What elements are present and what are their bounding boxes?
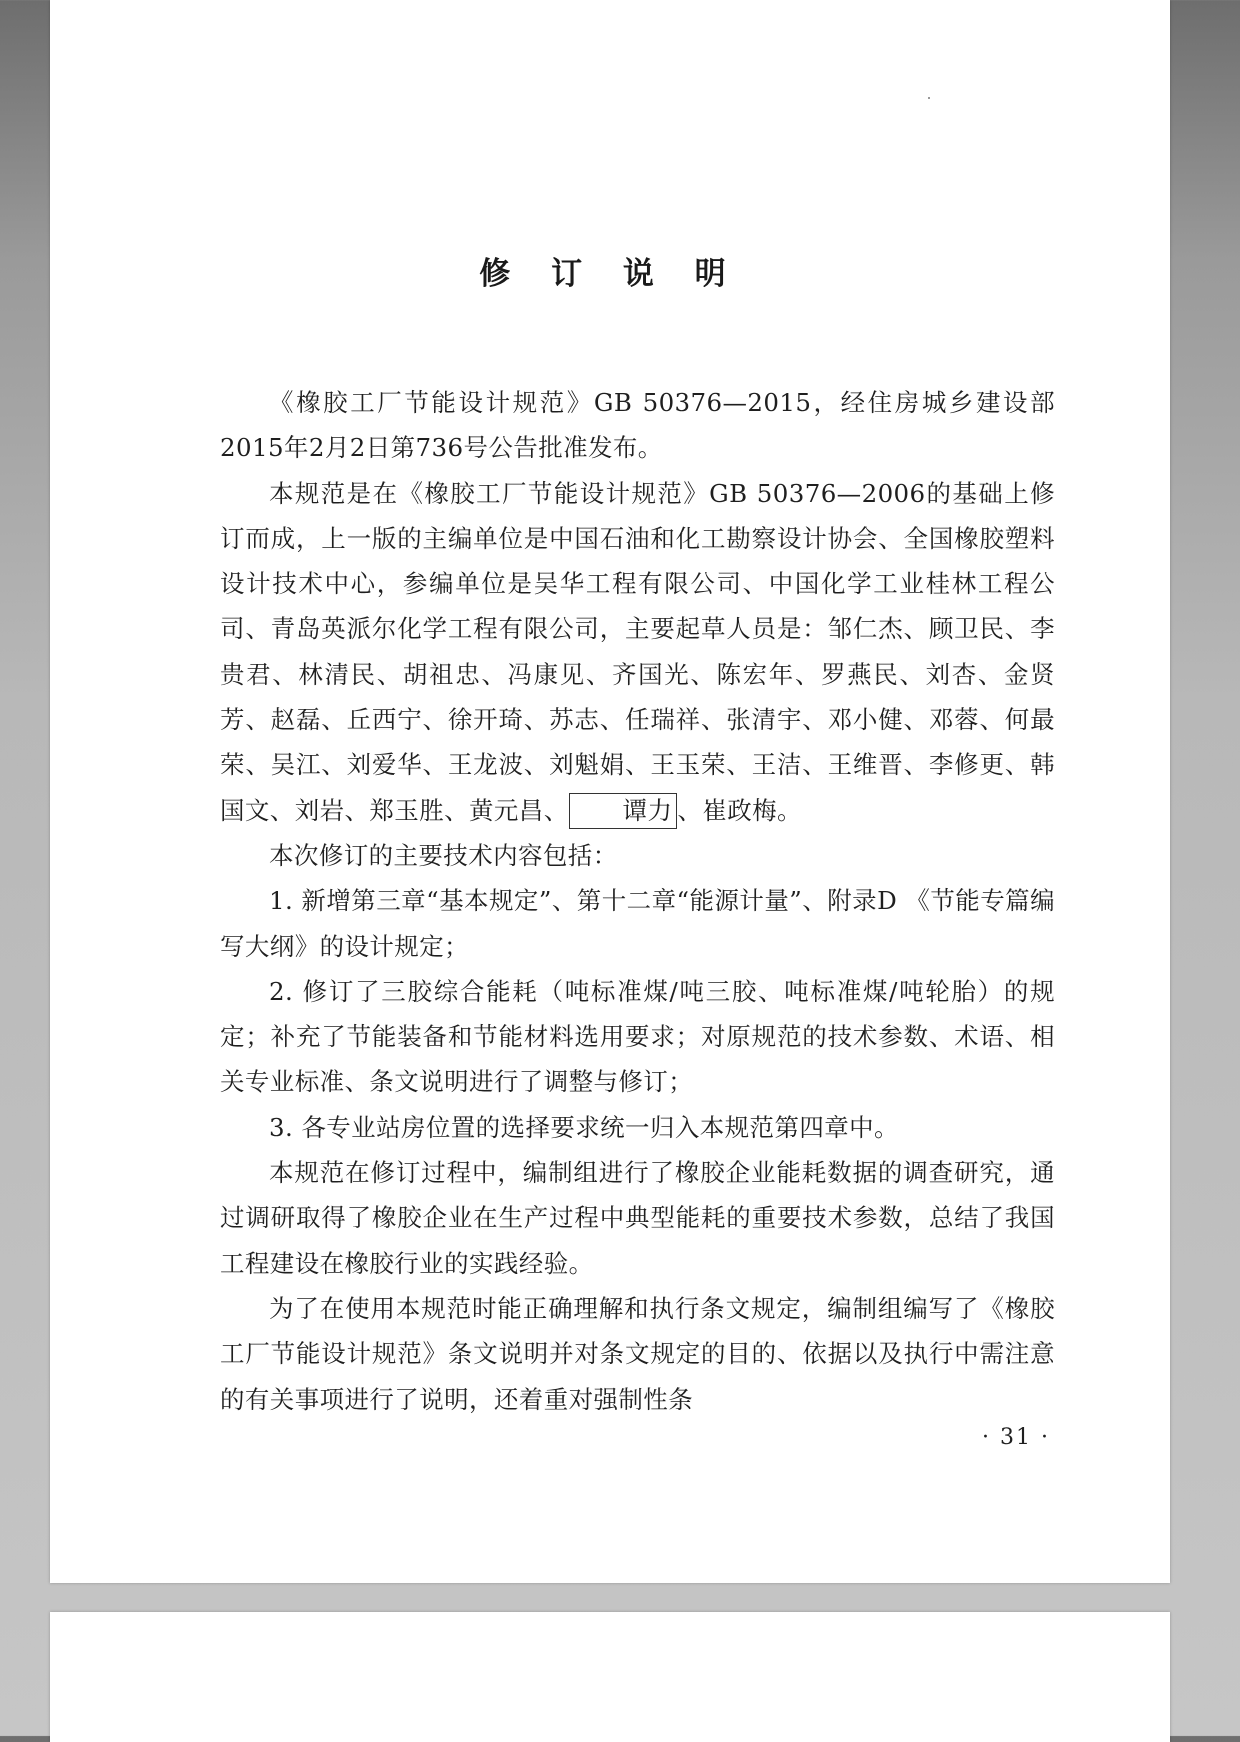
document-page: [50, 0, 1170, 1583]
paragraph-item-3: 3. 各专业站房位置的选择要求统一归入本规范第四章中。: [269, 1112, 899, 1142]
paragraph-explanation: 为了在使用本规范时能正确理解和执行条文规定，编制组编写了《橡胶工厂节能设计规范》条文说明并对条文规定的目的、依据以及执行中需注意的有关事项进行了说明，还着重对强制性条: [220, 1293, 1055, 1414]
paragraph-contents-intro: 本次修订的主要技术内容包括：: [269, 840, 618, 870]
boxed-name: 谭力: [569, 793, 678, 829]
page-title: 修 订 说 明: [479, 256, 741, 292]
history-tail: 、崔政梅。: [677, 795, 802, 825]
page-number: · 31 ·: [982, 1425, 1050, 1450]
paragraph-approval: 《橡胶工厂节能设计规范》GB 50376—2015，经住房城乡建设部2015年2月2日第736号公告批准发布。: [220, 388, 1055, 463]
body-text: [220, 380, 1055, 1422]
scan-speck: [928, 97, 930, 99]
paragraph-item-1: 1. 新增第三章“基本规定”、第十二章“能源计量”、附录D 《节能专篇编写大纲》的设计规定；: [220, 886, 1055, 961]
paragraph-history: [220, 471, 1055, 833]
next-page: [50, 1612, 1170, 1742]
paragraph-item-2: 2. 修订了三胶综合能耗（吨标准煤/吨三胶、吨标准煤/吨轮胎）的规定；补充了节能装备和节能材料选用要求；对原规范的技术参数、术语、相关专业标准、条文说明进行了调整与修订；: [220, 976, 1055, 1097]
paragraph-research: 本规范在修订过程中，编制组进行了橡胶企业能耗数据的调查研究，通过调研取得了橡胶企业在生产过程中典型能耗的重要技术参数，总结了我国工程建设在橡胶行业的实践经验。: [220, 1158, 1055, 1278]
history-text: 本规范是在《橡胶工厂节能设计规范》GB 50376—2006的基础上修订而成，上一版的主编单位是中国石油和化工勘察设计协会、全国橡胶塑料设计技术中心，参编单位是吴华工程有限公司、中国化学工业桂林工程公司、青岛英派尔化学工程有限公司，主要起草人员是：邹仁杰、顾卫民、李贵君、林清民、胡祖忠、冯康见、齐国光、陈宏年、罗燕民、刘杏、金贤芳、赵磊、丘西宁、徐开琦、苏志、任瑞祥、张清宇、邓小健、邓蓉、何最荣、吴江、刘爱华、王龙波、刘魁娟、王玉荣、王洁、王维晋、李修更、韩国文、刘岩、郑玉胜、黄元昌、: [220, 478, 1055, 825]
